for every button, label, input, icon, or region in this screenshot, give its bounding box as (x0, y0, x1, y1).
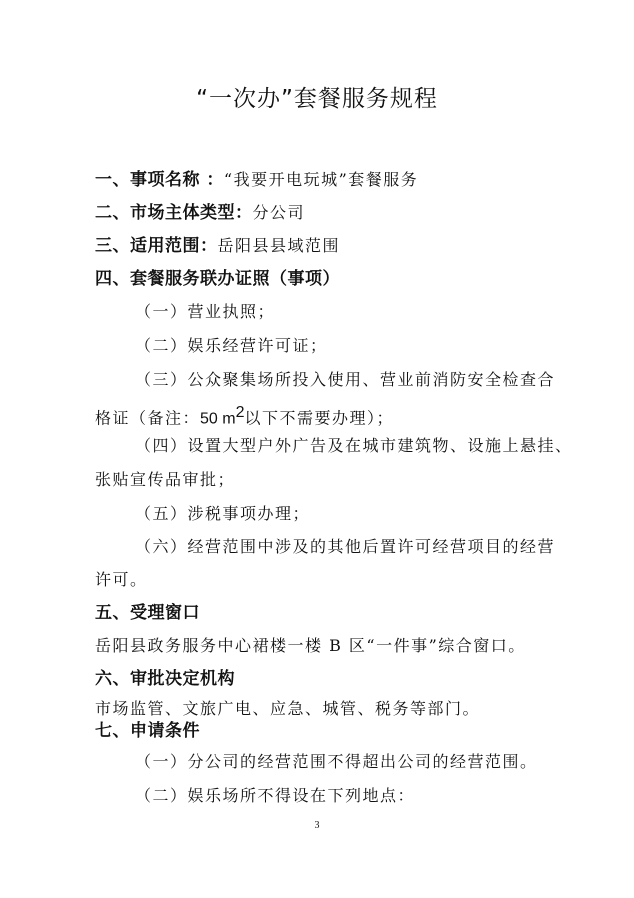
section-6-text: 市场监管、文旅广电、应急、城管、税务等部门。 (95, 699, 481, 718)
section-3 (95, 234, 340, 259)
section-1 (95, 168, 418, 193)
section-1-heading: 一、事项名称 ： (95, 170, 224, 190)
section-4-item-5: （五）涉税事项办理； (135, 504, 311, 523)
section-4-item-6-line-1: （六）经营范围中涉及的其他后置许可经营项目的经营 (135, 537, 556, 556)
section-7-item-2: （二）娱乐场所不得设在下列地点： (135, 786, 416, 805)
section-2-text: 分公司 (252, 203, 306, 222)
section-4-item-4-line-1: （四）设置大型户外广告及在城市建筑物、设施上悬挂、 (135, 436, 573, 455)
section-1-text: “我要开电玩城”套餐服务 (223, 170, 419, 189)
section-4-item-1: （一）营业执照； (135, 302, 276, 321)
section-3-heading: 三、适用范围： (95, 236, 218, 256)
section-2 (95, 201, 305, 226)
section-4-item-3-line-2: 格证（备注：50 $m^2$以下不需要办理）； (95, 404, 395, 428)
section-7-heading: 七、申请条件 (95, 721, 200, 741)
page-number: 3 (314, 820, 320, 831)
section-5-heading: 五、受理窗口 (95, 603, 200, 623)
section-5-text: 岳阳县政务服务中心裙楼一楼 B 区“一件事”综合窗口。 (95, 636, 526, 655)
section-2-heading: 二、市场主体类型： (95, 203, 253, 223)
section-6-heading: 六、审批决定机构 (95, 669, 235, 689)
section-4-heading: 四、套餐服务联办证照（事项） (95, 269, 340, 289)
section-4-item-6-line-2: 许可。 (95, 570, 148, 589)
section-4-item-3-line-1: （三）公众聚集场所投入使用、营业前消防安全检查合 (135, 370, 556, 389)
section-3-text: 岳阳县县域范围 (217, 236, 341, 255)
section-4-item-4-line-2: 张贴宣传品审批； (95, 470, 236, 489)
section-4-item-2: （二）娱乐经营许可证； (135, 336, 328, 355)
page-title: “一次办”套餐服务规程 (196, 86, 438, 112)
section-7-item-1: （一）分公司的经营范围不得超出公司的经营范围。 (135, 752, 538, 771)
